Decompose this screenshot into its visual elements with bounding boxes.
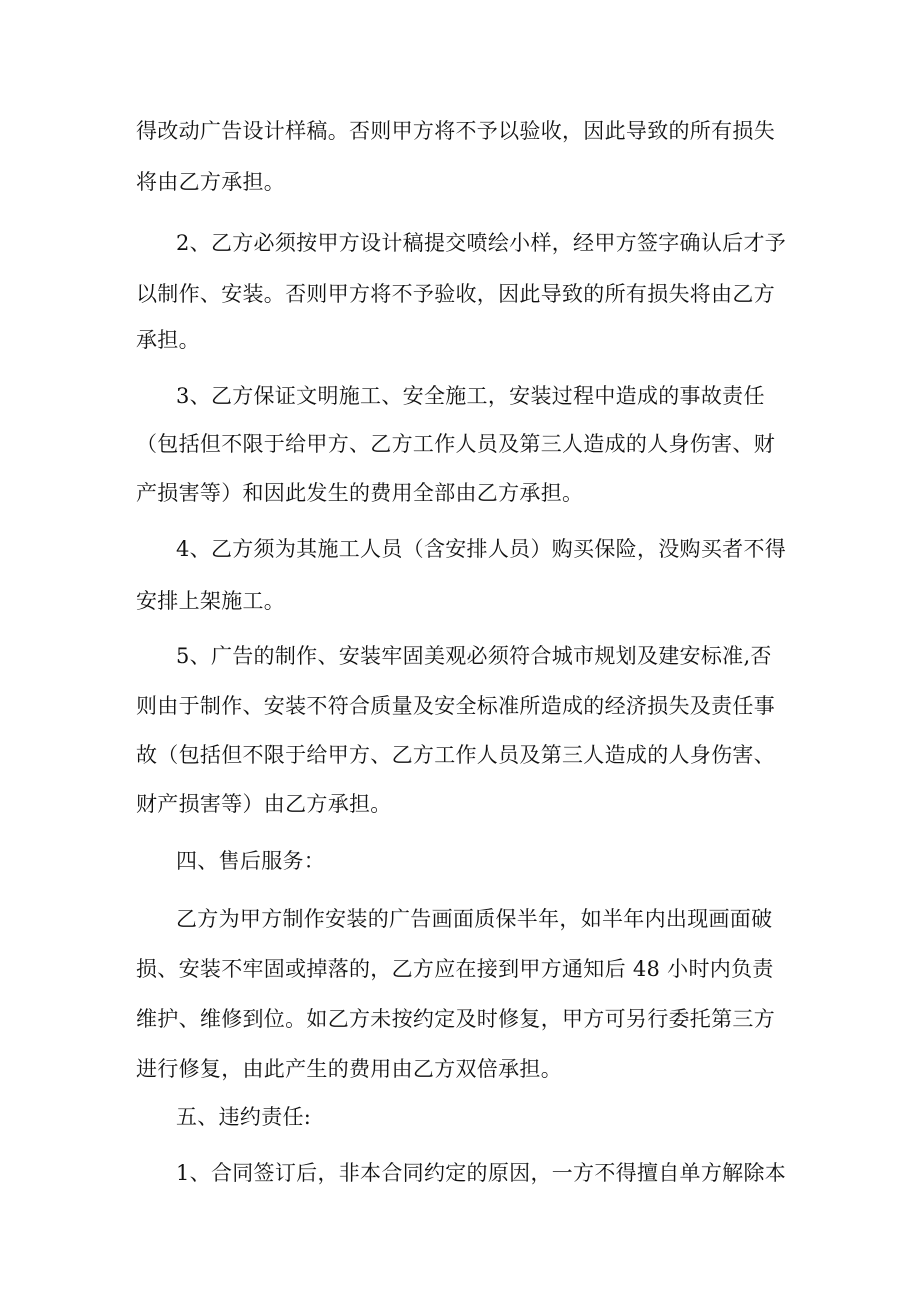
text-line: 2、乙方必须按甲方设计稿提交喷绘小样，经甲方签字确认后才予	[176, 231, 787, 255]
section-heading: 四、售后服务：	[176, 849, 326, 873]
section-heading: 五、违约责任:	[176, 1105, 312, 1129]
text-line: 3、乙方保证文明施工、安全施工，安装过程中造成的事故责任	[176, 384, 765, 408]
text-line: 安排上架施工。	[136, 589, 286, 613]
text-line: 1、合同签订后，非本合同约定的原因，一方不得擅自单方解除本	[176, 1161, 787, 1185]
text-line: 财产损害等）由乙方承担。	[136, 792, 392, 816]
text-line: （包括但不限于给甲方、乙方工作人员及第三人造成的人身伤害、财	[136, 432, 775, 456]
text-line: 得改动广告设计样稿。否则甲方将不予以验收，因此导致的所有损失	[136, 119, 775, 143]
text-line: 将由乙方承担。	[136, 170, 286, 194]
text-line: 则由于制作、安装不符合质量及安全标准所造成的经济损失及责任事	[136, 694, 775, 718]
text-line: 产损害等）和因此发生的费用全部由乙方承担。	[136, 481, 584, 505]
text-line: 维护、维修到位。如乙方未按约定及时修复，甲方可另行委托第三方	[136, 1007, 775, 1031]
text-line: 承担。	[136, 328, 200, 352]
text-line: 乙方为甲方制作安装的广告画面质保半年，如半年内出现画面破	[176, 907, 773, 931]
text-line: 损、安装不牢固或掉落的，乙方应在接到甲方通知后 48 小时内负责	[136, 957, 774, 981]
text-line: 进行修复，由此产生的费用由乙方双倍承担。	[136, 1057, 562, 1081]
text-line: 5、广告的制作、安装牢固美观必须符合城市规划及建安标准,否	[176, 644, 772, 668]
text-line: 以制作、安装。否则甲方将不予验收，因此导致的所有损失将由乙方	[136, 282, 775, 306]
text-line: 4、乙方须为其施工人员（含安排人员）购买保险，没购买者不得	[176, 537, 787, 561]
text-line: 故（包括但不限于给甲方、乙方工作人员及第三人造成的人身伤害、	[136, 743, 775, 767]
